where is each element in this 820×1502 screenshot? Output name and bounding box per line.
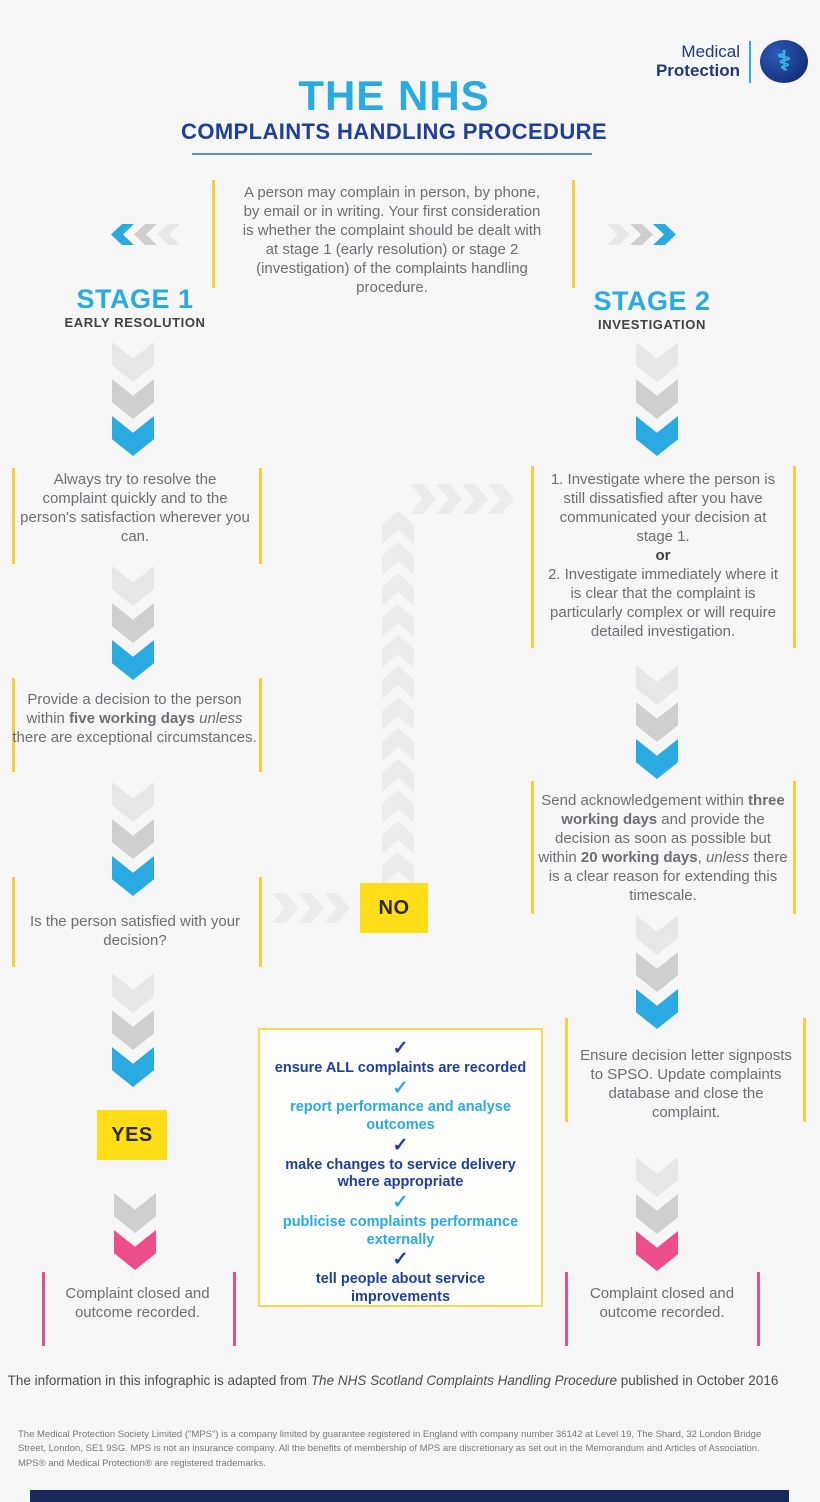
yes-box: YES xyxy=(97,1110,167,1160)
chevron-down-stack xyxy=(636,1157,678,1271)
no-return-top-chevrons xyxy=(410,484,514,514)
chevron-down-icon xyxy=(636,1157,678,1197)
checkmark-icon: ✓ xyxy=(392,1038,409,1059)
chevron-down-stack xyxy=(636,342,678,456)
stage1-branch-chevrons-left-icon xyxy=(111,224,180,245)
chevron-down-icon xyxy=(112,856,154,896)
stage1-question-text: Is the person satisfied with your decision? xyxy=(29,913,241,950)
chevron-right-icon xyxy=(324,893,350,923)
chevron-right-icon xyxy=(272,893,298,923)
chevron-down-icon xyxy=(112,566,154,606)
chevron-down-stack xyxy=(112,973,154,1087)
chevron-down-icon xyxy=(636,739,678,779)
chevron-down-icon xyxy=(636,342,678,382)
chevron-down-icon xyxy=(112,819,154,859)
block-bar xyxy=(565,1018,568,1122)
chevron-down-icon xyxy=(636,952,678,992)
medical-protection-logo-icon: ⚕ xyxy=(760,40,808,83)
stage2-subtitle: INVESTIGATION xyxy=(598,317,706,332)
no-path-chevrons xyxy=(272,893,350,923)
chevron-down-icon xyxy=(112,1010,154,1050)
chevron-up-icon xyxy=(382,635,414,668)
chevron-down-icon xyxy=(114,1230,156,1270)
chevron-down-icon xyxy=(112,342,154,382)
closed-bar xyxy=(757,1272,760,1346)
chevron-left-icon xyxy=(134,224,157,245)
chevron-down-icon xyxy=(636,416,678,456)
chevron-up-icon xyxy=(382,852,414,885)
block-bar xyxy=(259,468,262,564)
chevron-up-icon xyxy=(382,604,414,637)
chevron-up-icon xyxy=(382,697,414,730)
stage1-title: STAGE 1 xyxy=(76,284,194,314)
checklist-item: ensure ALL complaints are recorded xyxy=(274,1059,527,1076)
chevron-right-icon xyxy=(436,484,462,514)
checklist-item: make changes to service delivery where appropriate xyxy=(285,1156,516,1191)
stage2-step2-text: Send acknowledgement within three working days and provide the decision as soon as possible but within 20 working days, unless there is a clear reason for extending this timescale. xyxy=(538,792,788,905)
chevron-down-icon xyxy=(636,989,678,1029)
chevron-down-icon xyxy=(112,379,154,419)
chevron-up-icon xyxy=(382,542,414,575)
page-title: THE NHS xyxy=(298,72,490,119)
chevron-right-icon xyxy=(488,484,514,514)
chevron-down-stack xyxy=(112,566,154,680)
good-practice-checklist xyxy=(258,1028,543,1307)
block-bar xyxy=(259,678,262,772)
chevron-down-stack xyxy=(114,1193,156,1270)
chevron-up-icon xyxy=(382,728,414,761)
chevron-down-icon xyxy=(112,416,154,456)
block-bar xyxy=(12,468,15,564)
brand-line2: Protection xyxy=(655,60,740,80)
checkmark-icon: ✓ xyxy=(392,1077,409,1099)
chevron-right-icon xyxy=(298,893,324,923)
chevron-down-icon xyxy=(112,782,154,822)
intro-left-bar xyxy=(212,180,215,288)
chevron-right-icon xyxy=(630,224,653,245)
intro-text: A person may complain in person, by phone, by email or in writing. Your first consideration is whether the complaint should be dealt with at stage 1 (early resolution) or stage 2 (investigation) of the complaints handling procedure. xyxy=(242,184,542,297)
chevron-right-icon xyxy=(653,224,676,245)
chevron-down-icon xyxy=(112,640,154,680)
checklist-item: publicise complaints performance externally xyxy=(282,1214,519,1248)
checklist-item: report performance and analyse outcomes xyxy=(290,1099,511,1134)
stage1-closed-text: Complaint closed and outcome recorded. xyxy=(65,1285,210,1322)
chevron-up-icon xyxy=(382,759,414,792)
stage1-step1-text: Always try to resolve the complaint quickly and to the person's satisfaction wherever you can. xyxy=(20,471,250,546)
checkmark-icon: ✓ xyxy=(392,1192,409,1214)
stage2-step3-text: Ensure decision letter signposts to SPSO. Update complaints database and close the complaint. xyxy=(580,1047,792,1122)
no-return-chevron-column xyxy=(382,511,414,885)
chevron-left-icon xyxy=(111,224,134,245)
stage2-closed-text: Complaint closed and outcome recorded. xyxy=(589,1285,735,1322)
chevron-down-icon xyxy=(112,973,154,1013)
chevron-down-stack xyxy=(636,915,678,1029)
chevron-down-stack xyxy=(636,665,678,779)
source-note: The information in this infographic is adapted from The NHS Scotland Complaints Handling Procedure published in October 2016 xyxy=(7,1373,779,1388)
brand-line1: Medical xyxy=(681,42,740,62)
block-bar xyxy=(793,781,796,914)
chevron-up-icon xyxy=(382,790,414,823)
chevron-right-icon xyxy=(607,224,630,245)
chevron-down-icon xyxy=(112,1047,154,1087)
checkmark-icon: ✓ xyxy=(392,1134,409,1156)
no-box: NO xyxy=(360,883,428,933)
stage2-branch-chevrons-right-icon xyxy=(607,224,676,245)
stage2-step1-text: 1. Investigate where the person is still dissatisfied after you have communicated your decision at stage 1. or 2. Investigate immediately where it is clear that the complaint is particularly complex or will require detailed investigation. xyxy=(547,471,779,641)
checklist-item: tell people about service improvements xyxy=(315,1271,486,1305)
chevron-down-stack xyxy=(112,342,154,456)
chevron-down-icon xyxy=(636,1194,678,1234)
stage1-subtitle: EARLY RESOLUTION xyxy=(64,315,206,330)
chevron-up-icon xyxy=(382,511,414,544)
block-bar xyxy=(531,466,534,648)
chevron-down-icon xyxy=(636,1231,678,1271)
bottom-accent-bar xyxy=(30,1490,789,1502)
chevron-left-icon xyxy=(157,224,180,245)
block-bar xyxy=(12,877,15,967)
closed-bar xyxy=(233,1272,236,1346)
checkmark-icon: ✓ xyxy=(392,1249,409,1271)
stage2-title: STAGE 2 xyxy=(593,286,711,316)
chevron-down-icon xyxy=(636,702,678,742)
intro-right-bar xyxy=(572,180,575,288)
chevron-down-icon xyxy=(636,379,678,419)
page-subtitle: COMPLAINTS HANDLING PROCEDURE xyxy=(181,119,607,144)
legal-text: The Medical Protection Society Limited ("MPS") is a company limited by guarantee registered in England with company number 36142 at Level 19, The Shard, 32 London Bridge Street, London, SE1 9SG. MPS is not an insurance company. All the benefits of membership of MPS are discretionary as set out in the Memorandum and Articles of Association. MPS® and Medical Protection® are registered trademarks. xyxy=(18,1429,762,1469)
title-underline xyxy=(192,153,592,155)
chevron-up-icon xyxy=(382,666,414,699)
stage1-step2-text: Provide a decision to the person within five working days unless there are exceptional circumstances. xyxy=(12,691,257,747)
chevron-up-icon xyxy=(382,821,414,854)
chevron-down-icon xyxy=(114,1193,156,1233)
block-bar xyxy=(793,466,796,648)
chevron-up-icon xyxy=(382,573,414,606)
block-bar xyxy=(259,877,262,967)
block-bar xyxy=(531,781,534,914)
chevron-down-icon xyxy=(636,915,678,955)
chevron-right-icon xyxy=(410,484,436,514)
chevron-down-icon xyxy=(112,603,154,643)
chevron-down-icon xyxy=(636,665,678,705)
block-bar xyxy=(803,1018,806,1122)
chevron-right-icon xyxy=(462,484,488,514)
chevron-down-stack xyxy=(112,782,154,896)
